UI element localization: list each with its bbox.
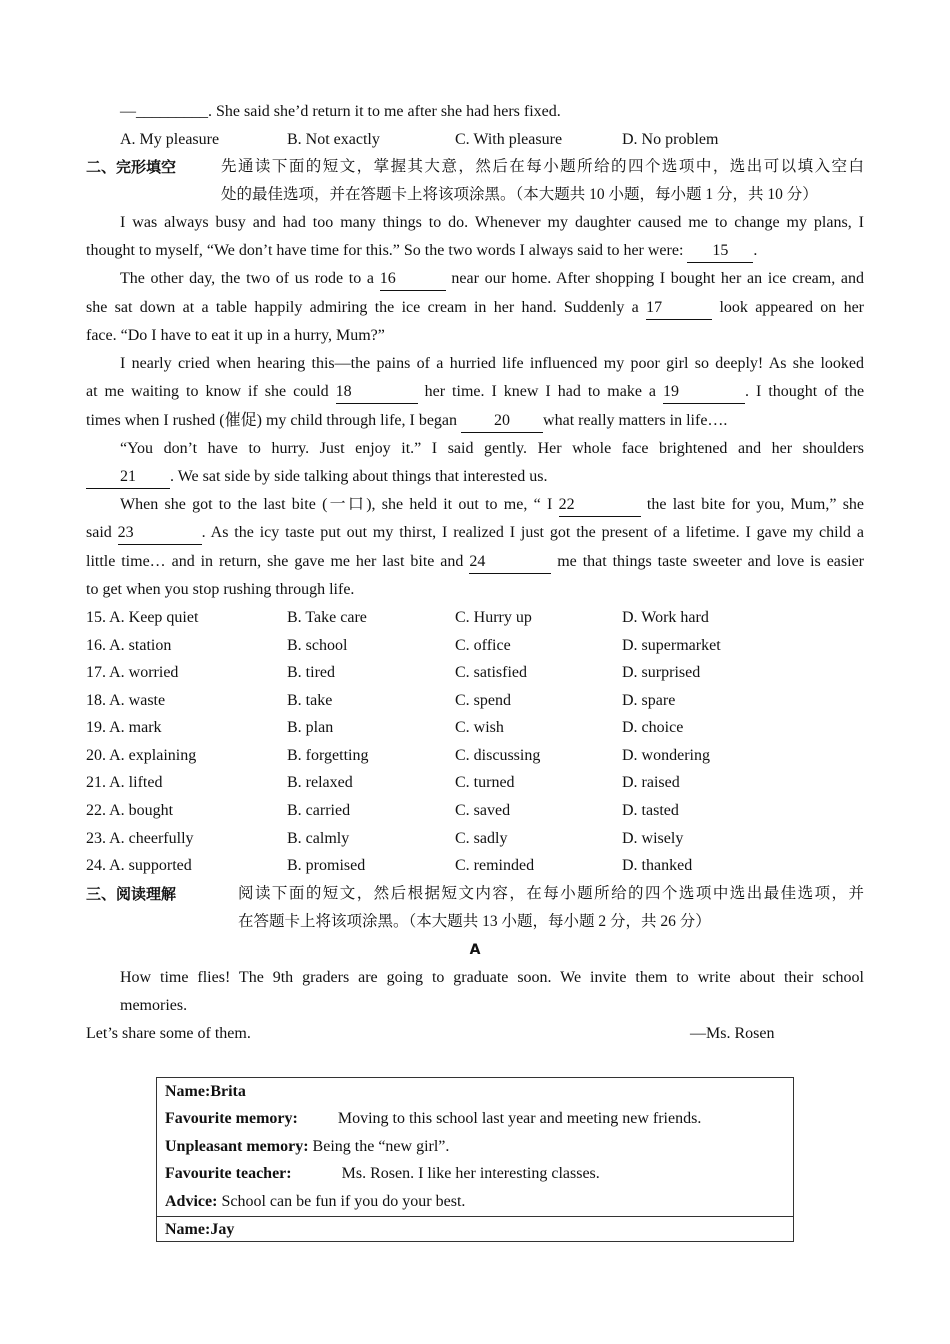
cloze-p3-line1: I nearly cried when hearing this—the pains of a hurried life influenced my poor girl so deeply! As she looked <box>120 355 864 372</box>
cloze-instruction-2: 处的最佳选项，并在答题卡上将该项涂黑。（本大题共 10 小题，每小题 1 分，共 10 分） <box>221 186 818 203</box>
blank-16: 16 <box>380 268 446 291</box>
q18-option-b: B. take <box>287 692 333 709</box>
text: times when I rushed (催促) my child through life, I began <box>86 412 458 429</box>
cloze-p5-line2 <box>86 519 864 547</box>
q20-option-c: C. discussing <box>455 747 541 764</box>
text: Name:Jay <box>165 1221 235 1238</box>
cloze-p2-line1 <box>120 265 864 293</box>
table-divider <box>157 1216 793 1217</box>
blank-24: 24 <box>469 551 551 574</box>
q18-option-d: D. spare <box>622 692 676 709</box>
text: she sat down at a table happily admiring the ice cream in her hand. Suddenly a <box>86 299 639 316</box>
q17-option-a: 17. A. worried <box>86 664 179 681</box>
value: School can be fun if you do your best. <box>221 1193 466 1210</box>
text: little time… and in return, she gave me her last bite and <box>86 553 464 570</box>
unpleasant-memory-row <box>165 1133 449 1161</box>
text: the last bite for you, Mum,” she <box>646 496 865 513</box>
text: When she got to the last bite (一口), she held it out to me, “ I <box>120 496 553 513</box>
blank-15: 15 <box>687 240 753 263</box>
cloze-p4-line2 <box>86 463 864 491</box>
q16-option-a: 16. A. station <box>86 637 172 654</box>
cloze-p5-line4: to get when you stop rushing through life. <box>86 581 355 598</box>
q23-option-d: D. wisely <box>622 830 684 847</box>
label: Unpleasant memory: <box>165 1138 309 1155</box>
q20-option-d: D. wondering <box>622 747 710 764</box>
q23-option-c: C. sadly <box>455 830 508 847</box>
name-brita <box>165 1078 246 1106</box>
text: near our home. After shopping I bought her an ice cream, and <box>451 270 865 287</box>
text: . As the icy taste put out my thirst, I realized I just got the present of a lifetime. I gave my child a <box>201 524 865 541</box>
q19-option-b: B. plan <box>287 719 334 736</box>
q21-option-c: C. turned <box>455 774 515 791</box>
q20-option-b: B. forgetting <box>287 747 369 764</box>
q23-option-b: B. calmly <box>287 830 350 847</box>
text: her time. I knew I had to make a <box>424 383 657 400</box>
q19-option-d: D. choice <box>622 719 684 736</box>
cloze-instruction-1: 先通读下面的短文，掌握其大意，然后在每小题所给的四个选项中，选出可以填入空白 <box>221 158 864 175</box>
text: me that things taste sweeter and love is easier <box>557 553 865 570</box>
q24-option-b: B. promised <box>287 857 366 874</box>
prev-option-a: A. My pleasure <box>120 131 220 148</box>
blank-22: 22 <box>559 494 641 517</box>
passage-label: A <box>469 942 481 958</box>
cloze-p1-line2: thought to myself, “We don’t have time for this.” So the two words I always said to her were: 15 . <box>86 237 864 265</box>
q18-option-c: C. spend <box>455 692 511 709</box>
prev-option-b: B. Not exactly <box>287 131 380 148</box>
q20-option-a: 20. A. explaining <box>86 747 197 764</box>
q22-option-c: C. saved <box>455 802 511 819</box>
text: The other day, the two of us rode to a <box>120 270 375 287</box>
q16-option-b: B. school <box>287 637 348 654</box>
q24-option-a: 24. A. supported <box>86 857 192 874</box>
value: Ms. Rosen. I like her interesting classes. <box>341 1165 600 1182</box>
q21-option-b: B. relaxed <box>287 774 353 791</box>
text: thought to myself, “We don’t have time for this.” So the two words I always said to her were: <box>86 242 684 259</box>
q22-option-d: D. tasted <box>622 802 679 819</box>
blank-23: 23 <box>118 522 202 545</box>
q24-option-c: C. reminded <box>455 857 535 874</box>
cloze-p2-line3: face. “Do I have to eat it up in a hurry, Mum?” <box>86 327 385 344</box>
q15-option-c: C. Hurry up <box>455 609 532 626</box>
blank-19: 19 <box>663 381 745 404</box>
q19-option-c: C. wish <box>455 719 504 736</box>
blank-21: 21 <box>86 466 170 489</box>
q17-option-d: D. surprised <box>622 664 701 681</box>
q17-option-b: B. tired <box>287 664 335 681</box>
q16-option-d: D. supermarket <box>622 637 721 654</box>
favourite-memory-row <box>165 1105 701 1133</box>
cloze-p3-line2 <box>86 378 864 406</box>
blank-20: 20 <box>461 410 543 433</box>
text: Name:Brita <box>165 1083 246 1100</box>
blank-18: 18 <box>336 381 418 404</box>
reading-instruction-1: 阅读下面的短文，然后根据短文内容，在每小题所给的四个选项中选出最佳选项，并 <box>238 885 864 902</box>
passage-intro-line1: How time flies! The 9th graders are going to graduate soon. We invite them to write about their school <box>120 969 864 986</box>
label: Favourite memory: <box>165 1110 298 1127</box>
q16-option-c: C. office <box>455 637 511 654</box>
text: at me waiting to know if she could <box>86 383 329 400</box>
reading-instruction-2: 在答题卡上将该项涂黑。（本大题共 13 小题，每小题 2 分，共 26 分） <box>238 913 711 930</box>
text: . We sat side by side talking about things that interested us. <box>170 468 548 485</box>
section-title-reading: 三、阅读理解 <box>86 885 177 903</box>
q23-option-a: 23. A. cheerfully <box>86 830 194 847</box>
cloze-p1-line1: I was always busy and had too many things to do. Whenever my daughter caused me to change my plans, I <box>120 214 864 231</box>
text: what really matters in life…. <box>543 412 728 429</box>
q15-option-a: 15. A. Keep quiet <box>86 609 199 626</box>
memories-table <box>156 1077 794 1242</box>
label: Favourite teacher: <box>165 1165 292 1182</box>
passage-intro-line2: memories. <box>120 997 188 1014</box>
cloze-p4-line1: “You don’t have to hurry. Just enjoy it.” I said gently. Her whole face brightened and her shoulders <box>120 440 864 457</box>
value: Moving to this school last year and meeting new friends. <box>337 1110 702 1127</box>
blank-17: 17 <box>646 297 712 320</box>
q22-option-b: B. carried <box>287 802 351 819</box>
passage-intro-line3: Let’s share some of them. <box>86 1025 251 1042</box>
value: Being the “new girl”. <box>312 1138 450 1155</box>
passage-signature: —Ms. Rosen <box>690 1025 775 1042</box>
q17-option-c: C. satisfied <box>455 664 527 681</box>
favourite-teacher-row <box>165 1160 600 1188</box>
q21-option-a: 21. A. lifted <box>86 774 163 791</box>
prev-option-c: C. With pleasure <box>455 131 563 148</box>
q15-option-d: D. Work hard <box>622 609 709 626</box>
label: Advice: <box>165 1193 218 1210</box>
q21-option-d: D. raised <box>622 774 680 791</box>
q15-option-b: B. Take care <box>287 609 367 626</box>
cloze-p3-line3 <box>86 407 864 435</box>
text: look appeared on her <box>719 299 865 316</box>
cloze-p5-line1 <box>120 491 864 519</box>
q18-option-a: 18. A. waste <box>86 692 166 709</box>
text: said <box>86 524 112 541</box>
q22-option-a: 22. A. bought <box>86 802 174 819</box>
cloze-p2-line2 <box>86 294 864 322</box>
cloze-p5-line3 <box>86 548 864 576</box>
text: . I thought of the <box>745 383 865 400</box>
section-title-cloze: 二、完形填空 <box>86 158 177 176</box>
prev-option-d: D. No problem <box>622 131 719 148</box>
prev-question-line: —_________. She said she’d return it to me after she had hers fixed. <box>120 103 561 120</box>
advice-row <box>165 1188 465 1216</box>
q24-option-d: D. thanked <box>622 857 693 874</box>
name-jay <box>165 1216 234 1244</box>
q19-option-a: 19. A. mark <box>86 719 162 736</box>
